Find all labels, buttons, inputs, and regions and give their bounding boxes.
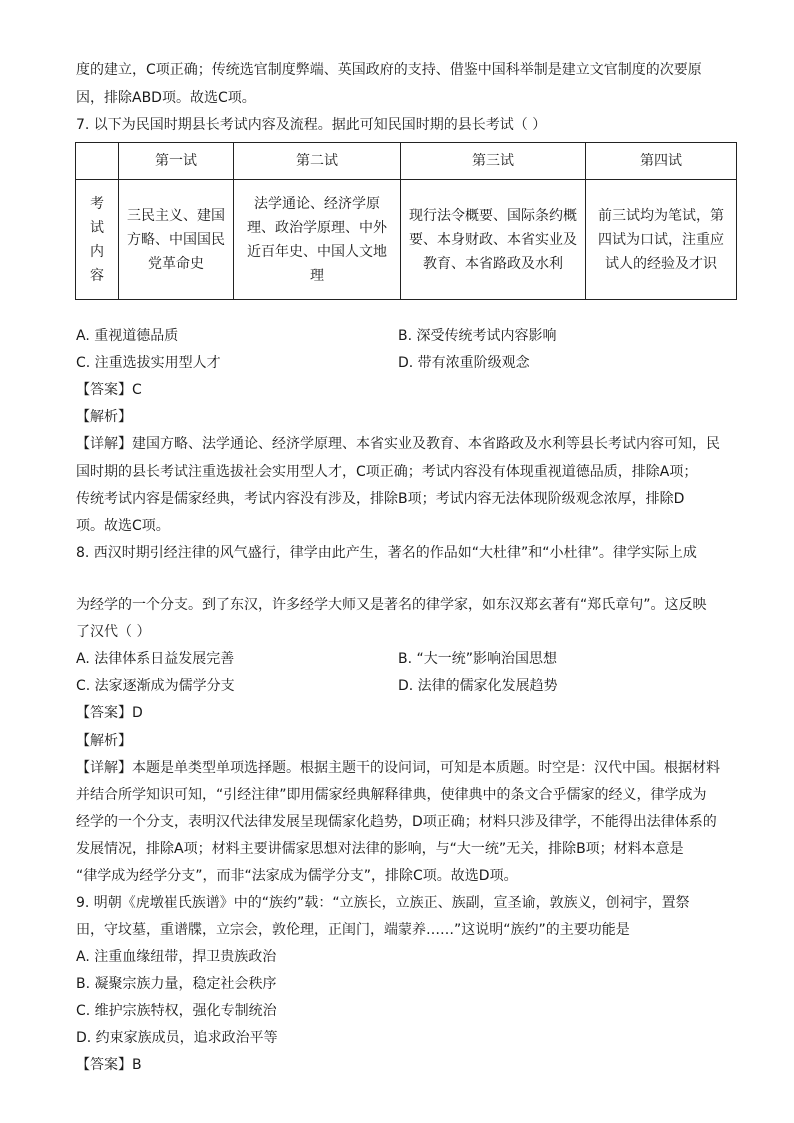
q7-detail-line: 【详解】建国方略、法学通论、经济学原理、本省实业及教育、本省路政及水利等县长考试内容可知，民 (76, 436, 720, 452)
q8-option-b: B. “大一统”影响治国思想 (398, 651, 558, 667)
exam-content-table (75, 142, 737, 300)
q8-detail-line: 发展情况，排除A项；材料主要讲儒家思想对法律的影响，与“大一统”无关，排除B项；材料本意是 (76, 841, 684, 857)
table-cell: 三民主义、建国方略、中国国民党革命史 (119, 180, 234, 300)
table-header-cell (76, 143, 119, 180)
q7-detail-line: 国时期的县长考试注重选拔社会实用型人才，C项正确；考试内容没有体现重视道德品质，排除A项； (76, 464, 698, 480)
table-header-cell: 第二试 (234, 143, 401, 180)
q8-detail-line: 【详解】本题是单类型单项选择题。根据主题干的设问词，可知是本质题。时空是：汉代中国。根据材料 (76, 760, 720, 776)
q8-analysis-title: 【解析】 (76, 733, 132, 749)
question-9-stem-line-2: 田，守坟墓，重谱牒，立宗会，敦伦理，正闺门，端蒙养……”这说明“族约”的主要功能是 (76, 922, 630, 938)
q7-option-d: D. 带有浓重阶级观念 (398, 355, 530, 371)
q7-analysis-title: 【解析】 (76, 409, 132, 425)
table-cell: 法学通论、经济学原理、政治学原理、中外近百年史、中国人文地理 (234, 180, 401, 300)
question-8-stem-line-3: 了汉代（ ） (76, 624, 151, 640)
q9-option-c: C. 维护宗族特权，强化专制统治 (76, 1003, 277, 1019)
question-9-stem-line-1: 9. 明朝《虎墩崔氏族谱》中的“族约”载：“立族长，立族正、族副，宣圣谕，敦族义，创祠宇，置祭 (76, 895, 690, 911)
table-header-row (76, 143, 737, 180)
question-8-stem-line-2: 为经学的一个分支。到了东汉，许多经学大师又是著名的律学家，如东汉郑玄著有“郑氏章句”。这反映 (76, 597, 707, 613)
q8-detail-line: 经学的一个分支，表明汉代法律发展呈现儒家化趋势，D项正确；材料只涉及律学，不能得出法律体系的 (76, 814, 717, 830)
q9-option-d: D. 约束家族成员，追求政治平等 (76, 1030, 278, 1046)
table-cell: 前三试均为笔试，第四试为口试，注重应试人的经验及才识 (586, 180, 737, 300)
question-8-stem-line-1: 8. 西汉时期引经注律的风气盛行，律学由此产生，著名的作品如“大杜律”和“小杜律”。律学实际上成 (76, 545, 697, 561)
intro-line-1: 度的建立，C项正确；传统选官制度弊端、英国政府的支持、借鉴中国科举制是建立文官制度的次要原 (76, 62, 702, 78)
q8-answer: 【答案】D (76, 705, 143, 721)
q7-answer: 【答案】C (76, 382, 142, 398)
q8-detail-line: 并结合所学知识可知，“引经注律”即用儒家经典解释律典，使律典中的条文合乎儒家的经义，律学成为 (76, 787, 707, 803)
q9-option-a: A. 注重血缘纽带，捍卫贵族政治 (76, 949, 277, 965)
q8-detail-line: “律学成为经学分支”，而非“法家成为儒学分支”，排除C项。故选D项。 (76, 868, 518, 884)
table-row-label (76, 180, 119, 300)
q8-option-d: D. 法律的儒家化发展趋势 (398, 678, 558, 694)
intro-line-2: 因，排除ABD项。故选C项。 (76, 90, 256, 106)
q7-option-b: B. 深受传统考试内容影响 (398, 328, 557, 344)
table-header-cell: 第三试 (401, 143, 586, 180)
q7-detail-line: 项。故选C项。 (76, 518, 170, 534)
table-header-cell: 第一试 (119, 143, 234, 180)
table-header-cell: 第四试 (586, 143, 737, 180)
q9-option-b: B. 凝聚宗族力量，稳定社会秩序 (76, 976, 277, 992)
q8-option-a: A. 法律体系日益发展完善 (76, 651, 235, 667)
q9-answer: 【答案】B (76, 1057, 142, 1073)
q7-option-c: C. 注重选拔实用型人才 (76, 355, 221, 371)
q7-option-a: A. 重视道德品质 (76, 328, 179, 344)
row-label-text: 考试内容 (90, 195, 104, 284)
question-7-stem: 7. 以下为民国时期县长考试内容及流程。据此可知民国时期的县长考试（ ） (76, 117, 547, 133)
table-row (76, 180, 737, 300)
table-cell: 现行法令概要、国际条约概要、本身财政、本省实业及教育、本省路政及水利 (401, 180, 586, 300)
q8-option-c: C. 法家逐渐成为儒学分支 (76, 678, 235, 694)
q7-detail-line: 传统考试内容是儒家经典，考试内容没有涉及，排除B项；考试内容无法体现阶级观念浓厚，排除D (76, 491, 685, 507)
